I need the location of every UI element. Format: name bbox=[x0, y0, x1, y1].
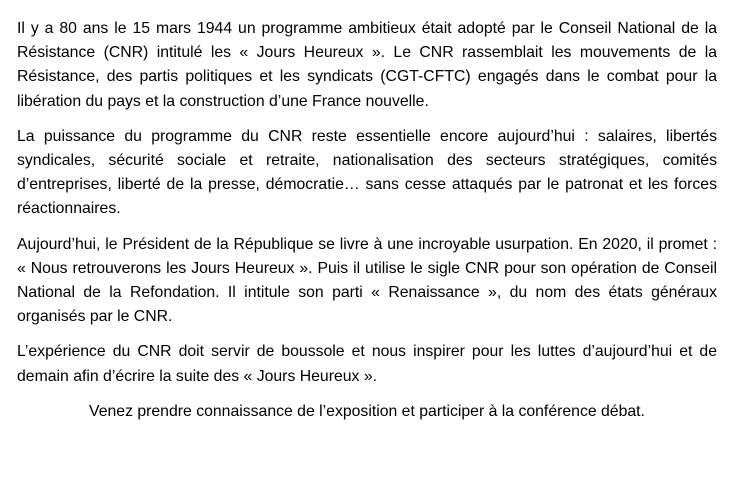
paragraph-cnr-history: Il y a 80 ans le 15 mars 1944 un programme ambitieux était adopté par le Conseil National de la Résistance (CNR) intitulé les « Jours Heureux ». Le CNR rassemblait les mouvements de la Résistance, des partis politiques et les syndicats (CGT-CFTC) engagés dans le combat pour la libération du pays et la construction d’une France nouvelle. bbox=[17, 20, 717, 110]
paragraph-cnr-program: La puissance du programme du CNR reste essentielle encore aujourd’hui : salaires, libertés syndicales, sécurité sociale et retraite, nationalisation des secteurs stratégiques, comités d’entreprises, liberté de la presse, démocratie… sans cesse attaqués par le patronat et les forces réactionnaires. bbox=[17, 127, 717, 218]
paragraph-usurpation: Aujourd’hui, le Président de la République se livre à une incroyable usurpation. En 2020, il promet : « Nous retrouverons les Jours Heureux ». Puis il utilise le sigle CNR pour son opération de Conseil National de la Refondation. Il intitule son parti « Renaissance », du nom des états généraux organisés par le CNR. bbox=[17, 235, 717, 326]
closing-invitation: Venez prendre connaissance de l’exposition et participer à la conférence débat. bbox=[89, 402, 645, 420]
document-body bbox=[17, 17, 717, 424]
paragraph-experience: L’expérience du CNR doit servir de boussole et nous inspirer pour les luttes d’aujourd’hui et de demain afin d’écrire la suite des « Jours Heureux ». bbox=[17, 343, 717, 385]
